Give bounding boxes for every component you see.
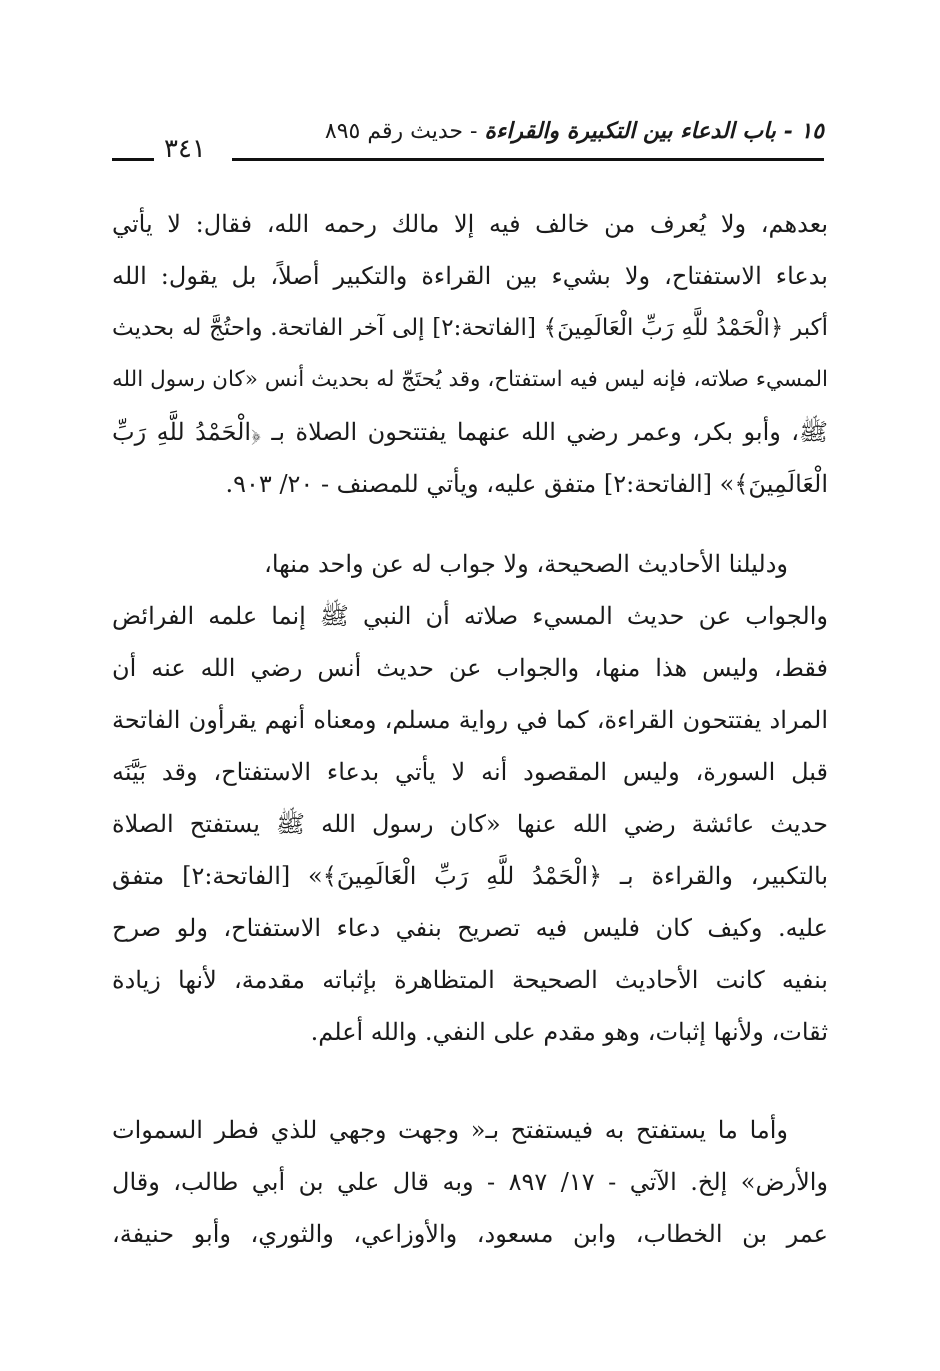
text-line: الْعَالَمِينَ﴾» [الفاتحة:٢] متفق عليه، ويأتي للمصنف - ٢٠/ ٩٠٣. (225, 470, 828, 498)
text-line: قبل السورة، وليس المقصود أنه لا يأتي بدعاء الاستفتاح، وقد بَيَّنَه (112, 758, 828, 786)
paragraph-1 (112, 198, 828, 510)
text-line: وأما ما يستفتح به فيستفتح بـ« وجهت وجهي للذي فطر السموات (112, 1116, 788, 1144)
text-line: بالتكبير، والقراءة بـ ﴿الْحَمْدُ للَّهِ رَبِّ الْعَالَمِينَ﴾» [الفاتحة:٢] متفق (112, 862, 829, 890)
text-line: المراد يفتتحون القراءة، كما في رواية مسلم، ومعناه أنهم يقرأون الفاتحة (112, 706, 828, 734)
header-title (325, 118, 824, 144)
text-line: بعدهم، ولا يُعرف من خالف فيه إلا مالك رحمه الله، فقال: لا يأتي (112, 210, 828, 238)
text-line: أكبر ﴿الْحَمْدُ للَّهِ رَبِّ الْعَالَمِينَ﴾ [الفاتحة:٢] إلى آخر الفاتحة. واحتُجَّ له بحديث (112, 315, 828, 341)
text-line: ﷺ، وأبو بكر، وعمر رضي الله عنهما يفتتحون الصلاة بـ ﴿الْحَمْدُ للَّهِ رَبِّ (112, 418, 828, 446)
header-rule (232, 158, 824, 161)
text-line: المسيء صلاته، فإنه ليس فيه استفتاح، وقد يُحتَجّ له بحديث أنس «كان رسول الله (112, 367, 828, 392)
paragraph-3 (112, 1104, 828, 1260)
text-line: بدعاء الاستفتاح، ولا بشيء بين القراءة والتكبير أصلاً، بل يقول: الله (112, 262, 828, 290)
text-line: والأرض» إلخ. الآتي - ١٧/ ٨٩٧ - وبه قال علي بن أبي طالب، وقال (112, 1168, 829, 1196)
hadith-reference: - حديث رقم ٨٩٥ (324, 119, 478, 144)
text-line: ودليلنا الأحاديث الصحيحة، ولا جواب له عن واحد منها، (264, 550, 788, 578)
text-line: فقط، وليس هذا منها، والجواب عن حديث أنس رضي الله عنه أن (112, 654, 828, 682)
text-line: عليه. وكيف كان فليس فيه تصريح بنفي دعاء الاستفتاح، ولو صرح (112, 914, 828, 942)
text-line: ثقات، ولأنها إثبات، وهو مقدم على النفي. والله أعلم. (310, 1018, 828, 1046)
chapter-title: ١٥ - باب الدعاء بين التكبيرة والقراءة (484, 118, 824, 144)
text-line: والجواب عن حديث المسيء صلاته أن النبي ﷺ إنما علمه الفرائض (112, 602, 828, 630)
text-line: حديث عائشة رضي الله عنها «كان رسول الله ﷺ يستفتح الصلاة (112, 810, 828, 838)
page-number-dash (112, 158, 154, 161)
page-number: ٣٤١ (164, 134, 206, 164)
running-header (112, 118, 824, 162)
text-line: عمر بن الخطاب، وابن مسعود، والأوزاعي، والثوري، وأبو حنيفة، (112, 1220, 828, 1248)
paragraph-2 (112, 538, 828, 1058)
text-line: بنفيه كانت الأحاديث الصحيحة المتظاهرة بإثباته مقدمة، لأنها زيادة (112, 966, 828, 994)
